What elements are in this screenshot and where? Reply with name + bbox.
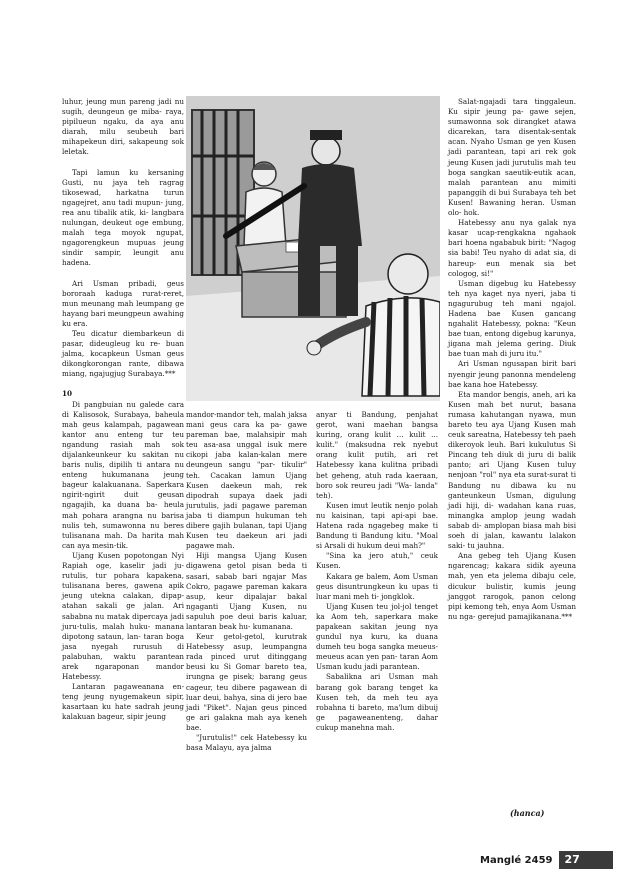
text-column-2 xyxy=(186,410,307,753)
paragraph: "Sina ka jero atuh," ceuk Kusen. xyxy=(316,551,438,571)
paragraph: "Jurutulis!" cek Hatebessy ku basa Malayu, aya jalma xyxy=(186,733,307,753)
paragraph: Sabalikna ari Usman mah barang gok barang tenget ka Kusen teh, da meh teu aya robahna ti bareto, ma'lum dibuij ge pagaweanenteng, dahar cukup manehna mah. xyxy=(316,672,438,732)
paragraph: Hiji mangsa Ujang Kusen digawena getol pisan beda ti sasari, sabab bari ngajar Mas Cokro, pagawe pareman kakara asup, keur dipalajar bakal ngaganti Ujang Kusen, nu sapuluh poe deui baris kaluar, lantaran beak hu- kumanana. xyxy=(186,551,307,631)
paragraph: Ujang Kusen teu jol-jol tenget ka Aom teh, saperkara make papakean sakitan jeung nya gundul nya kuru, ka duana dumeh teu boga sangka meueus-meueus acan yen pan- taran Aom Usman kudu jadi parantean. xyxy=(316,601,438,672)
page-number: 27 xyxy=(559,851,613,869)
paragraph: anyar ti Bandung, penjahat gerot, wani maehan bangsa kuring, orang kulit ... kulit ... kulit." (maksudna rek nyebut orang kulit putih, ari ret Hatebessy kana kulitna pribadi bet geheng, atuh rada kaeraan, boro sok reureu jadi "Wa- landa" teh). xyxy=(316,410,438,500)
paragraph: Ujang Kusen popotongan Nyi Rapiah oge, kaselir jadi ju- rutulis, tur pohara kapakena, tulisanana beres, gawena apik jeung utekna calakan, dipap- atahan sakali ge jalan. Ari sababna nu matak dipercaya jadi juru-tulis, malah huku- manana dipotong sataun, lan- taran boga jasa nyegah rurusuh di palabuhan, waktu parantean arek ngaraponan mandor Hatebessy. xyxy=(62,550,184,682)
paragraph: Ari Usman ngusapan birit bari nyengir jeung panonna mendeleng bae kana hoe Hatebessy. xyxy=(448,359,576,389)
text-column-4 xyxy=(448,97,576,622)
paragraph: Hatebessy anu nya galak nya kasar ucap-rengkakna ngahaok bari hoena ngababuk birit: "Nagog sia babi! Teu nyaho di adat sia, di hareup- eun menak sia bet cologog, si!" xyxy=(448,218,576,278)
paragraph: Teu dicatur diembarkeun di pasar, dideugleug ku re- buan jalma, kocapkeun Usman geus dikongkorongan rante, dibawa miang, ngajugjug Surabaya.*** xyxy=(62,328,184,379)
paragraph: Ari Usman pribadi, geus bororaah kaduga rurat-reret, mun meunang mah leumpang ge hayang bari meungpeun awahing ku era. xyxy=(62,278,184,328)
paragraph: Keur getol-getol, kurutrak Hatebessy asup, leumpangna rada pinced urut ditinggang beusi ku Si Gomar bareto tea, irungna ge pisek; barang geus cageur, teu dibere pagawean di luar deui, bahya, sina di jero bae jadi "Piket". Najan geus pinced ge ari galakna mah aya keneh bae. xyxy=(186,632,307,732)
paragraph: Usman digebug ku Hatebessy teh nya kaget nya nyeri, jaba ti ngagurubug teh mani ngajol. Hadena bae Kusen gancang ngahalit Hatebessy, pokna: "Keun bae tuan, entong digebug karunya, jigana mah jelema gering. Diuk bae tuan mah di juru itu." xyxy=(448,278,576,359)
continued-label: (hanca) xyxy=(510,808,545,818)
paragraph: Lantaran pagaweanana en- teng jeung nyugemakeun sipir, kasartaan ku hate sadrah jeung kalakuan bageur, sipir jeung xyxy=(62,682,184,722)
magazine-issue: Manglé 2459 xyxy=(480,854,553,866)
paragraph: Salat-ngajadi tara tinggaleun. Ku sipir jeung pa- gawe sejen, sumawonna sok dirangket atawa dicarekan, tara disentak-sentak acan. Nyaho Usman ge yen Kusen jadi parantean, tapi ari rek gok jeung Kusen jadi jurutulis mah teu boga sangkan saeutik-eutik acan, malah parantean anu mimiti papanggih di bui Surabaya teh bet Kusen! Bawaning heran. Usman olo- hok. xyxy=(448,97,576,218)
page-footer xyxy=(480,852,613,868)
paragraph: luhur, jeung mun pareng jadi nu sugih, deungeun ge miba- raya, pipilueun ngaku, da aya anu diarah, milu seubeuh bari mihapekeun diri, sakapeung sok leletak. xyxy=(62,97,184,157)
paragraph: Kakara ge balem, Aom Usman geus disuntrungkeun ku upas ti luar mani meh ti- jongklok. xyxy=(316,571,438,601)
paragraph: Tapi lamun ku kersaning Gusti, nu jaya teh ragrag tikosewad, harkatna turun ngagejret, anu tadi mupun- jung, rea anu tibalik atik, ki- langbara nulungan, deukeut oge embung, malah tega moyok ngupat, ngagorengkeun mupuas jeung sindir sampir, leungit anu hadena. xyxy=(62,167,184,268)
paragraph: Eta mandor bengis, aneh, ari ka Kusen mah bet nurut, basana rumasa kahutangan nyawa, mun bareto teu aya Ujang Kusen mah ceuk sareatna, Hatebessy teh paeh dikeroyok leuh. Bari kukulutus Si Pincang teh diuk di juru di balik panto; ari Ujang Kusen tuluy nenjoan "rol" nya eta surat-surat ti Bandung nu dibawa ku nu ganteunkeun Usman, digulung jadi hiji, di- wadahan kana ruas, minangka amplop jeung wadah sabab di- amplopan biasa mah bisi soeh di jalan, kawantu lalakon saki- tu jauhna. xyxy=(448,389,576,551)
paragraph: Kusen imut leutik nenjo polah nu kaisinan, tapi api-api bae. Hatena rada ngagebeg make ti Bandung ti Bandung kitu. "Moal si Arsali di hukum deui mah?" xyxy=(316,500,438,551)
paragraph: Ana gebeg teh Ujang Kusen ngarencag; kakara sidik ayeuna mah, yen eta jelema dibaju cele, dicukur bulistir, kumis jeung janggot rarogok, panon celong pipi kemong teh, enya Aom Usman nu nga- gerejud pamajikanana.*** xyxy=(448,551,576,621)
story-illustration xyxy=(186,96,440,401)
paragraph: mandor-mandor teh, malah jaksa mani geus cara ka pa- gawe pareman bae, malahsipir mah teu asa-asa unggal isuk mere cikopi jaba kalan-kalan mere deungeun sangu "par- tikulir" teh. Cacakan lamun Ujang Kusen daekeun mah, rek dipodrah supaya daek jadi jurutulis, jadi pagawe pareman jaba ti diampun hukuman teh dibere gajih bulanan, tapi Ujang Kusen teu daekeun ari jadi pagawe mah. xyxy=(186,410,307,551)
paragraph: Di pangbuian nu galede cara di Kalisosok, Surabaya, baheula mah geus kalampah, pagawean kantor anu enteng tur teu ngandung rasiah mah sok dijalankeunkeur ku sakitan nu baris nulis, dipilih ti antara nu enteng hukumanana jeung bageur kalakuanana. Saperkara ngirit-ngirit duit geusan ngagajih, ka duana ba- heula mah pohara arangna nu barisa nulis teh, sumawonna nu beres tulisanana mah. Da harita mah can aya mesin-tik. xyxy=(62,399,184,550)
section-number: 10 xyxy=(62,389,73,399)
text-column-3 xyxy=(316,410,438,733)
text-column-1 xyxy=(62,97,184,723)
